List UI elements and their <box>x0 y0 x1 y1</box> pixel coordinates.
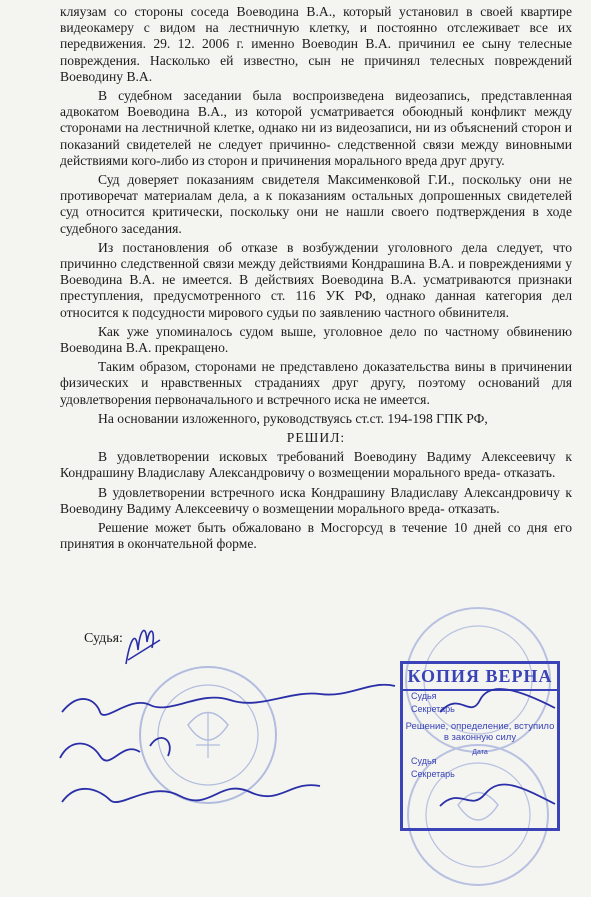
paragraph: На основании изложенного, руководствуясь ст.ст. 194-198 ГПК РФ, <box>98 410 488 426</box>
stamp-note: Решение, определение, вступило в законную силу <box>405 721 555 743</box>
resolved-heading: РЕШИЛ: <box>286 430 346 446</box>
paragraph: Из постановления об отказе в возбуждении уголовного дела следует, что причинно следственной связи между действиями Кондрашина В.А. и повреждениями у Воеводина В.А. не имеется. В действиях Воеводина В.А. усматриваются признаки преступления, предусмотренного ст. 116 УК РФ, однако данная категория дел относится к подсудности мирового судьи по заявлению частного обвинителя. <box>60 239 572 320</box>
stamp-secretary2-label: Секретарь <box>411 769 455 779</box>
stamp-secretary-label: Секретарь <box>411 704 455 714</box>
stamp-judge2-label: Судья <box>411 756 437 766</box>
paragraph: Суд доверяет показаниям свидетеля Максименковой Г.И., поскольку они не противоречат материалам дела, а к показаниям остальных допрошенных свидетелей суд относится критически, поскольку они не нашли своего подтверждения в ходе судебного заседания. <box>60 172 572 236</box>
decision-paragraph: В удовлетворении встречного иска Кондрашину Владиславу Александровичу к Воеводину Вадиму Алексеевичу о возмещении морального вреда- отказать. <box>60 484 572 516</box>
paragraph: Таким образом, сторонами не представлено доказательства вины в причинении физических и нравственных страданиях друг другу, поэтому оснований для удовлетворения первоначального и встречного иска не имеется. <box>60 359 572 407</box>
judge-signature-label: Судья: <box>84 631 123 646</box>
paragraph: В судебном заседании была воспроизведена видеозапись, представленная адвокатом Воеводина В.А., из которой усматривается обоюдный конфликт между сторонами на лестничной клетке, однако ни из видеозаписи, ни из объяснений сторон и показаний свидетелей не следует причинно- следственной связи между виновными действиями кого-либо из сторон и причинения морального вреда друг другу. <box>60 88 572 168</box>
decision-paragraph: В удовлетворении исковых требований Воеводину Вадиму Алексеевичу к Кондрашину Владиславу Александровичу о возмещении морального вреда- отказать. <box>60 449 572 481</box>
stamp-judge-label: Судья <box>411 691 437 701</box>
paragraph: кляузам со стороны соседа Воеводина В.А., который установил в своей квартире видеокамеру с видом на лестничную клетку, и постоянно отслеживает все их передвижения. 29. 12. 2006 г. именно Воеводин В.А. причинил ее сыну телесные повреждения. Насколько ей известно, сын не причинял телесных повреждений Воеводину В.А. <box>60 4 572 84</box>
paragraph: Как уже упоминалось судом выше, уголовное дело по частному обвинению Воеводина В.А. прекращено. <box>60 323 572 356</box>
decision-paragraph: Решение может быть обжаловано в Мосгорсуд в течение 10 дней со дня его принятия в окончательной форме. <box>60 520 572 552</box>
stamp-title: КОПИЯ ВЕРНА <box>403 664 557 691</box>
stamp-date-label: Дата <box>472 749 488 756</box>
